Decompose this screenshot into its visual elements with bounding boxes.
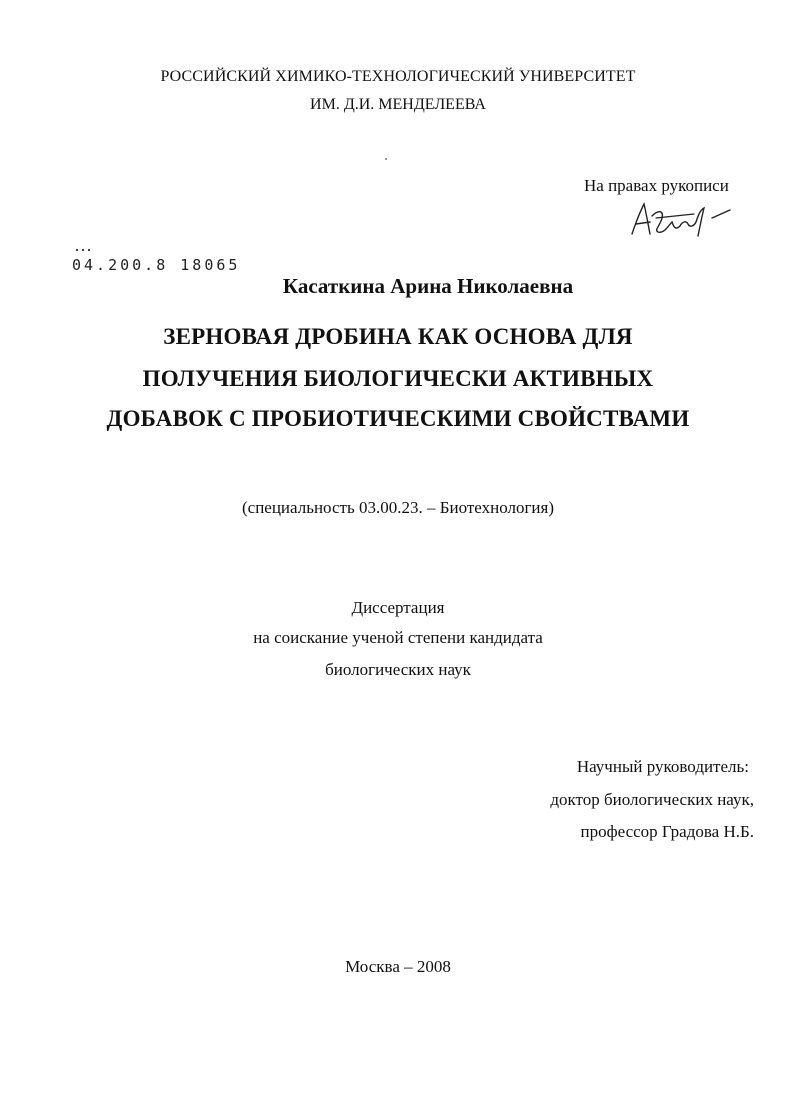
signature-icon xyxy=(624,196,736,242)
thesis-title-line-2: ПОЛУЧЕНИЯ БИОЛОГИЧЕСКИ АКТИВНЫХ xyxy=(142,366,654,391)
degree-line: на соискание ученой степени кандидата xyxy=(253,628,543,647)
degree-field: биологических наук xyxy=(325,660,471,679)
thesis-title-line-1: ЗЕРНОВАЯ ДРОБИНА КАК ОСНОВА ДЛЯ xyxy=(163,324,633,349)
university-name-line1: РОССИЙСКИЙ ХИМИКО-ТЕХНОЛОГИЧЕСКИЙ УНИВЕРСИТЕТ xyxy=(160,68,636,85)
city-year: Москва – 2008 xyxy=(345,957,451,976)
stamp-mark-icon xyxy=(76,249,98,252)
specialty-code: (специальность 03.00.23. – Биотехнология) xyxy=(241,498,555,517)
library-stamp-number: 04.200.8 18065 xyxy=(72,256,241,274)
author-name: Касаткина Арина Николаевна xyxy=(282,274,574,298)
supervisor-name: профессор Градова Н.Б. xyxy=(580,822,754,841)
thesis-title-line-3: ДОБАВОК С ПРОБИОТИЧЕСКИМИ СВОЙСТВАМИ xyxy=(106,406,690,431)
university-name-line2: ИМ. Д.И. МЕНДЕЛЕЕВА xyxy=(310,96,486,113)
supervisor-heading: Научный руководитель: xyxy=(576,757,749,776)
scan-speck xyxy=(385,158,387,160)
manuscript-rights-label: На правах рукописи xyxy=(584,176,729,195)
supervisor-degree: доктор биологических наук, xyxy=(550,790,754,809)
dissertation-label: Диссертация xyxy=(351,598,445,617)
